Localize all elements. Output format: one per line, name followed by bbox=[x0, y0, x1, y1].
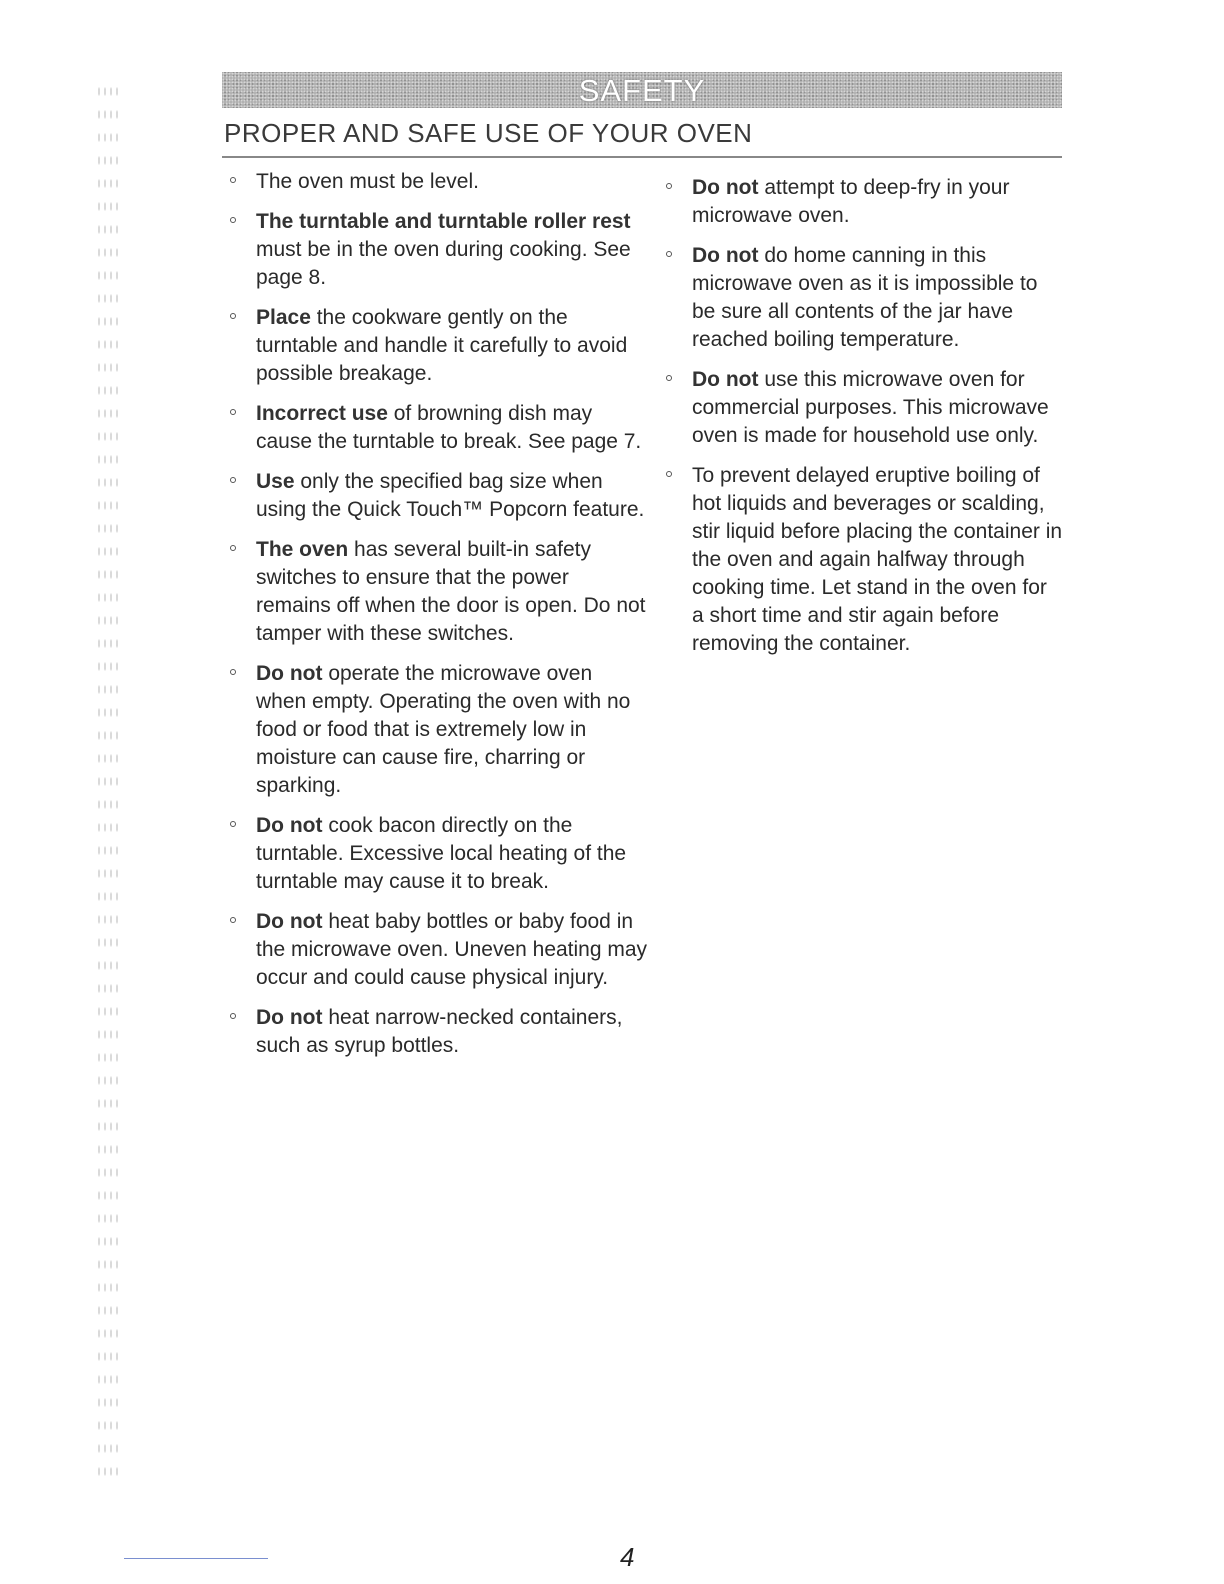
bullet-icon bbox=[230, 217, 236, 223]
page-number: 4 bbox=[620, 1542, 635, 1572]
list-item bbox=[228, 536, 648, 648]
bullet-icon bbox=[666, 471, 672, 477]
bullet-icon bbox=[230, 917, 236, 923]
footer-rule bbox=[124, 1558, 268, 1559]
bullet-text: To prevent delayed eruptive boiling of hot liquids and beverages or scalding, stir liquid before placing the container in the oven and again halfway through cooking time. Let stand in the oven for a short time and stir again before removing the container. bbox=[692, 464, 1063, 655]
list-item bbox=[228, 660, 648, 800]
list-item bbox=[228, 208, 648, 292]
list-item bbox=[228, 168, 648, 196]
left-bullet-list bbox=[228, 168, 648, 1072]
bullet-text: of browning dish may cause the turntable to break. See page 7. bbox=[256, 402, 642, 453]
bullet-emphasis: Do not bbox=[256, 910, 323, 933]
list-item bbox=[228, 400, 648, 456]
list-item bbox=[664, 366, 1064, 450]
bullet-emphasis: Place bbox=[256, 306, 311, 329]
bullet-emphasis: Do not bbox=[692, 176, 759, 199]
safety-banner bbox=[222, 72, 1062, 108]
bullet-text: use this microwave oven for commercial purposes. This microwave oven is made for household use only. bbox=[692, 368, 1049, 447]
list-item bbox=[228, 468, 648, 524]
bullet-emphasis: Use bbox=[256, 470, 295, 493]
bullet-icon bbox=[230, 545, 236, 551]
list-item bbox=[228, 908, 648, 992]
bullet-text: the cookware gently on the turntable and handle it carefully to avoid possible breakage. bbox=[256, 306, 628, 385]
bullet-icon bbox=[230, 409, 236, 415]
title-rule bbox=[222, 156, 1062, 158]
bullet-text: only the specified bag size when using the Quick Touch™ Popcorn feature. bbox=[256, 470, 645, 521]
list-item bbox=[664, 174, 1064, 230]
bullet-emphasis: Incorrect use bbox=[256, 402, 388, 425]
bullet-emphasis: Do not bbox=[256, 1006, 323, 1029]
list-item bbox=[228, 812, 648, 896]
bullet-icon bbox=[666, 375, 672, 381]
bullet-text: heat narrow-necked containers, such as syrup bottles. bbox=[256, 1006, 623, 1057]
bullet-icon bbox=[230, 669, 236, 675]
bullet-icon bbox=[230, 177, 236, 183]
bullet-emphasis: Do not bbox=[256, 662, 323, 685]
list-item bbox=[664, 462, 1064, 658]
bullet-text: do home canning in this microwave oven as it is impossible to be sure all contents of the jar have reached boiling temperature. bbox=[692, 244, 1038, 351]
bullet-text: heat baby bottles or baby food in the microwave oven. Uneven heating may occur and could cause physical injury. bbox=[256, 910, 648, 989]
banner-label: SAFETY bbox=[578, 72, 706, 108]
bullet-icon bbox=[666, 251, 672, 257]
bullet-text: operate the microwave oven when empty. Operating the oven with no food or food that is extremely low in moisture can cause fire, charring or sparking. bbox=[256, 662, 631, 797]
bullet-text: must be in the oven during cooking. See page 8. bbox=[256, 238, 631, 289]
bullet-emphasis: Do not bbox=[256, 814, 323, 837]
scan-margin-marks bbox=[96, 80, 120, 1480]
list-item bbox=[228, 1004, 648, 1060]
bullet-icon bbox=[230, 313, 236, 319]
bullet-emphasis: The oven bbox=[256, 538, 349, 561]
bullet-emphasis: Do not bbox=[692, 244, 759, 267]
bullet-emphasis: Do not bbox=[692, 368, 759, 391]
bullet-text: cook bacon directly on the turntable. Excessive local heating of the turntable may cause it to break. bbox=[256, 814, 627, 893]
list-item bbox=[664, 242, 1064, 354]
list-item bbox=[228, 304, 648, 388]
bullet-emphasis: The turntable and turntable roller rest bbox=[256, 210, 631, 233]
bullet-icon bbox=[230, 477, 236, 483]
bullet-icon bbox=[230, 821, 236, 827]
bullet-text: The oven must be level. bbox=[256, 170, 479, 193]
bullet-icon bbox=[230, 1013, 236, 1019]
section-title: PROPER AND SAFE USE OF YOUR OVEN bbox=[224, 118, 753, 148]
bullet-icon bbox=[666, 183, 672, 189]
bullet-text: has several built-in safety switches to ensure that the power remains off when the door is open. Do not tamper with these switches. bbox=[256, 538, 646, 645]
right-bullet-list bbox=[664, 174, 1064, 670]
bullet-text: attempt to deep-fry in your microwave oven. bbox=[692, 176, 1010, 227]
